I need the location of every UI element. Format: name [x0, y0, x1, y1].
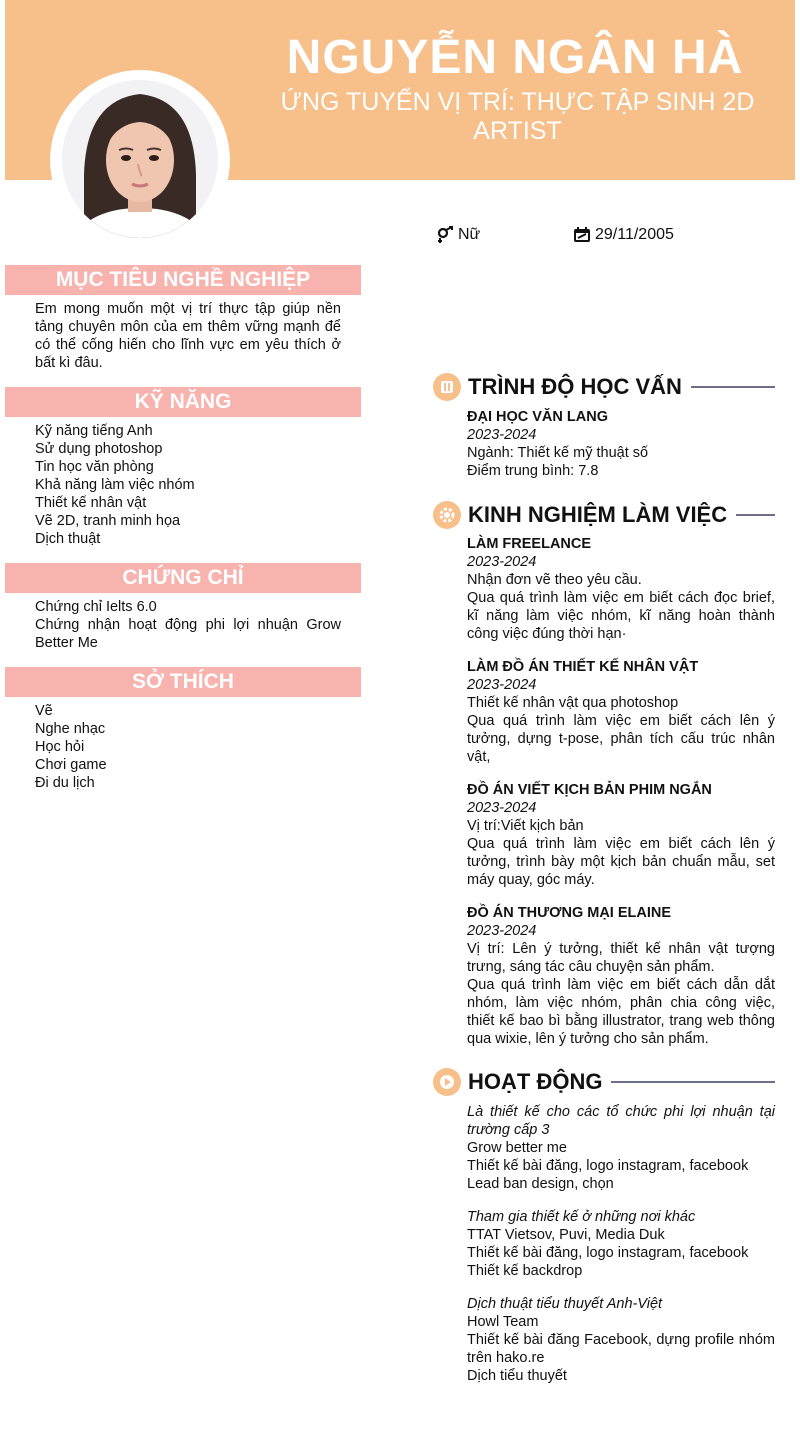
applied-position: ỨNG TUYỂN VỊ TRÍ: THỰC TẬP SINH 2D ARTIST [280, 88, 755, 145]
book-icon [433, 373, 461, 401]
job-line: Qua quá trình làm việc em biết cách lên ý tưởng, trình bày một kịch bản chuẩn mẫu, set máy quay, góc máy. [467, 836, 775, 888]
section-divider [736, 514, 775, 516]
school-name: ĐẠI HỌC VĂN LANG [467, 409, 608, 425]
activity-line: Thiết kế bài đăng, logo instagram, facebook [467, 1158, 749, 1174]
job-years: 2023-2024 [467, 800, 537, 816]
calendar-icon [573, 226, 591, 244]
list-item: Kỹ năng tiếng Anh [35, 423, 153, 439]
certificates-list [35, 598, 341, 652]
experience-header [433, 500, 775, 530]
list-item: Khả năng làm việc nhóm [35, 477, 195, 493]
education-header [433, 372, 775, 402]
list-item: Dịch thuật [35, 531, 101, 547]
activity-line: Thiết kế backdrop [467, 1263, 583, 1279]
job-line: Qua quá trình làm việc em biết cách đọc brief, kĩ năng làm việc nhóm, kĩ năng hoàn thành công việc đúng thời hạn· [467, 590, 775, 642]
list-item: Chơi game [35, 757, 107, 773]
activities-title: HOẠT ĐỘNG [468, 1069, 603, 1094]
list-item: Chứng chỉ Ielts 6.0 [35, 599, 157, 615]
list-item: Tin học văn phòng [35, 459, 154, 475]
job-line: Vị trí:Viết kịch bản [467, 818, 584, 834]
job-years: 2023-2024 [467, 554, 537, 570]
section-divider [691, 386, 775, 388]
list-item: Đi du lịch [35, 775, 95, 791]
gpa: Điểm trung bình: 7.8 [467, 463, 599, 479]
activity-line: Lead ban design, chọn [467, 1176, 614, 1192]
gender-info [436, 226, 480, 244]
activity-heading: Tham gia thiết kế ở những nơi khác [467, 1209, 696, 1225]
hobbies-title: SỞ THÍCH [5, 667, 361, 697]
job-entry [467, 535, 775, 643]
skills-title: KỸ NĂNG [5, 387, 361, 417]
objective-title: MỤC TIÊU NGHỀ NGHIỆP [5, 265, 361, 295]
activity-group [467, 1103, 775, 1193]
list-item: Vẽ [35, 703, 53, 719]
objective-text: Em mong muốn một vị trí thực tập giúp nền tảng chuyên môn của em thêm vững mạnh để có thể cống hiến cho lĩnh vực em yêu thích ở bất kì đâu. [35, 301, 341, 371]
experience-list [467, 535, 775, 1048]
activity-heading: Dịch thuật tiểu thuyết Anh-Việt [467, 1296, 663, 1312]
activity-group [467, 1208, 775, 1280]
list-item: Sử dụng photoshop [35, 441, 163, 457]
certificates-title: CHỨNG CHỈ [5, 563, 361, 593]
major: Ngành: Thiết kế mỹ thuật số [467, 445, 649, 461]
job-entry [467, 658, 775, 766]
activity-heading: Là thiết kế cho các tổ chức phi lợi nhuận tại trường cấp 3 [467, 1104, 775, 1138]
birthday-value: 29/11/2005 [595, 226, 674, 243]
experience-title: KINH NGHIỆM LÀM VIỆC [468, 502, 728, 527]
list-item: Chứng nhận hoạt động phi lợi nhuận Grow Better Me [35, 617, 341, 651]
list-item: Thiết kế nhân vật [35, 495, 147, 511]
avatar [62, 80, 218, 238]
job-line: Thiết kế nhân vật qua photoshop [467, 695, 679, 711]
activity-line: Howl Team [467, 1314, 539, 1330]
job-line: Vị trí: Lên ý tưởng, thiết kế nhân vật tượng trưng, sáng tác câu chuyện sản phẩm. [467, 941, 775, 975]
job-entry [467, 781, 775, 889]
list-item: Nghe nhạc [35, 721, 106, 737]
activities-header [433, 1067, 775, 1097]
skills-list [35, 422, 341, 548]
job-title: ĐỒ ÁN VIẾT KỊCH BẢN PHIM NGẮN [467, 782, 712, 798]
school-years: 2023-2024 [467, 427, 537, 443]
list-item: Học hỏi [35, 739, 85, 755]
job-years: 2023-2024 [467, 677, 537, 693]
education-entry [467, 408, 775, 480]
list-item: Vẽ 2D, tranh minh họa [35, 513, 181, 529]
job-line: Qua quá trình làm việc em biết cách dẫn dắt nhóm, làm việc nhóm, phân chia công việc, thiết kế bao bì bằng illustrator, trang web thông qua wixie, lên ý tưởng cho sản phẩm. [467, 977, 775, 1047]
activity-line: Dịch tiểu thuyết [467, 1368, 567, 1384]
job-entry [467, 904, 775, 1048]
activity-line: Thiết kế bài đăng, logo instagram, facebook [467, 1245, 749, 1261]
gender-value: Nữ [458, 226, 481, 243]
activity-group [467, 1295, 775, 1385]
gear-icon [433, 501, 461, 529]
gender-icon [436, 226, 454, 244]
hobbies-list [35, 702, 341, 792]
job-title: LÀM ĐỒ ÁN THIẾT KẾ NHÂN VẬT [467, 659, 699, 675]
job-years: 2023-2024 [467, 923, 537, 939]
job-title: LÀM FREELANCE [467, 536, 592, 552]
portrait-illustration [62, 80, 218, 238]
job-line: Qua quá trình làm việc em biết cách lên ý tưởng, dựng t-pose, phân tích cấu trúc nhân vật, [467, 713, 775, 765]
activity-line: Grow better me [467, 1140, 567, 1156]
activities-list [467, 1103, 775, 1385]
activity-line: Thiết kế bài đăng Facebook, dựng profile nhóm trên hako.re [467, 1332, 775, 1366]
job-title: ĐỒ ÁN THƯƠNG MẠI ELAINE [467, 905, 672, 921]
job-line: Nhận đơn vẽ theo yêu cầu. [467, 572, 642, 588]
activity-line: TTAT Vietsov, Puvi, Media Duk [467, 1227, 665, 1243]
candidate-name: NGUYỄN NGÂN HÀ [286, 31, 744, 84]
section-divider [611, 1081, 775, 1083]
birthday-info [573, 226, 674, 244]
education-title: TRÌNH ĐỘ HỌC VẤN [468, 374, 682, 399]
play-icon [433, 1068, 461, 1096]
